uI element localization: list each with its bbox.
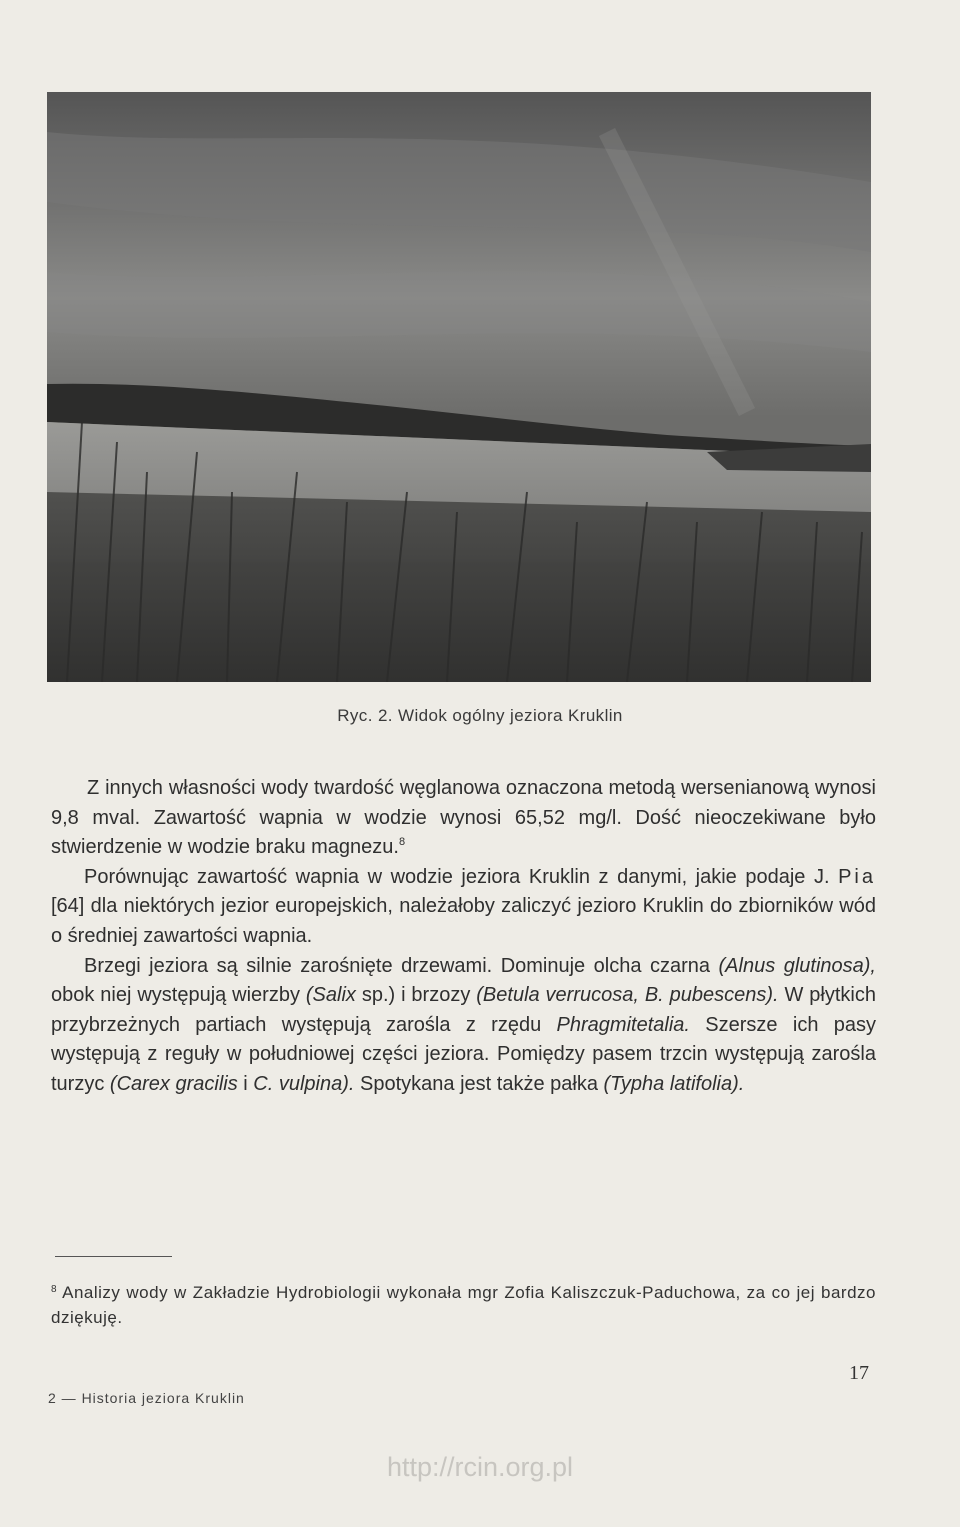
paragraph-3-text-6: i (243, 1072, 248, 1095)
footnote-marker: 8 (51, 1284, 58, 1295)
paragraph-3-text-3: sp.) i brzozy (361, 984, 471, 1007)
paragraph-3-text-4: W płytkich przybrzeżnych partiach występują zarośla z rzędu (51, 984, 876, 1036)
paragraph-1-text: Z innych własności wody twardość węglanowa oznaczona metodą wersenianową wynosi 9,8 mval. Zawartość wapnia w wodzie wynosi 65,52 mg/l. Dość nieoczekiwane było stwierdzenie w wodzie braku magnezu. (51, 777, 876, 859)
cited-author: Pia (838, 865, 876, 888)
paragraph-2-part-2: [64] dla niektórych jezior europejskich, należałoby zaliczyć jezioro Kruklin do zbiorników wód o średniej zawartości wapnia. (51, 895, 876, 947)
lake-photo (47, 92, 871, 682)
paragraph-3-text-1: Brzegi jeziora są silnie zarośnięte drzewami. Dominuje olcha czarna (84, 954, 711, 977)
paragraph-2-part-1: Porównując zawartość wapnia w wodzie jeziora Kruklin z danymi, jakie podaje J. (84, 865, 830, 888)
paragraph-3-text-5: Szersze ich pasy występują z reguły w południowej części jeziora. Pomiędzy pasem trzcin występują zarośla turzyc (51, 1013, 877, 1095)
lake-landscape-photo-icon (47, 92, 871, 682)
paragraph-2 (51, 863, 876, 952)
paragraph-3 (51, 952, 876, 1100)
footnote-reference: 8 (398, 836, 406, 849)
body-text (51, 774, 876, 1100)
paragraph-3-text-7: Spotykana jest także pałka (360, 1072, 598, 1095)
paragraph-3-text-2: obok niej występują wierzby (51, 984, 300, 1007)
footnote (51, 1280, 876, 1330)
species-carex-vulpina: C. vulpina). (253, 1072, 355, 1095)
species-salix: (Salix (305, 984, 356, 1007)
watermark-url: http://rcin.org.pl (386, 1452, 574, 1482)
page-number: 17 (849, 1362, 869, 1384)
footnote-text: Analizy wody w Zakładzie Hydrobiologii wykonała mgr Zofia Kaliszczuk-Paduchowa, za co jej bardzo dziękuję. (51, 1283, 876, 1327)
figure-caption: Ryc. 2. Widok ogólny jeziora Kruklin (337, 706, 623, 725)
order-phragmitetalia: Phragmitetalia. (556, 1013, 690, 1036)
species-alnus: (Alnus glutinosa), (718, 954, 876, 977)
paragraph-1 (51, 774, 876, 863)
species-betula: (Betula verrucosa, B. pubescens). (476, 984, 779, 1007)
species-carex-gracilis: (Carex gracilis (109, 1072, 238, 1095)
sheet-signature: 2 — Historia jeziora Kruklin (48, 1390, 245, 1406)
species-typha: (Typha latifolia). (603, 1072, 745, 1095)
footnote-divider (55, 1256, 172, 1257)
